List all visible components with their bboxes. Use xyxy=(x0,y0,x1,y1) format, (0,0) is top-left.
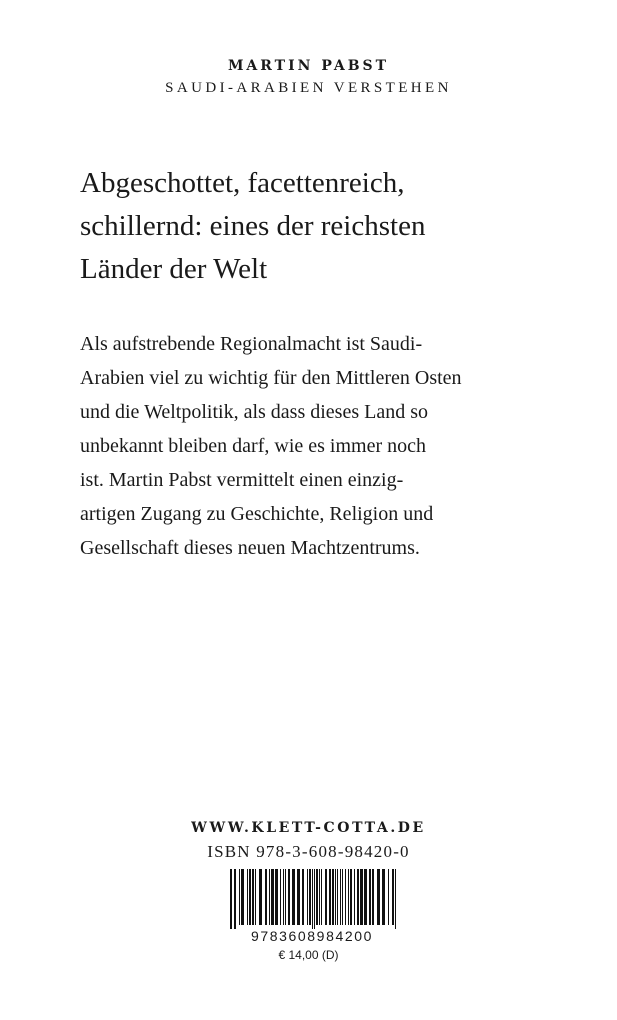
barcode-bar xyxy=(288,869,290,925)
barcode-bar xyxy=(312,869,313,929)
blurb-text xyxy=(80,327,600,565)
barcode-bar xyxy=(337,869,338,925)
barcode-bar xyxy=(241,869,244,925)
barcode-bar xyxy=(350,869,352,925)
headline-line: Länder der Welt xyxy=(80,253,268,285)
barcode-bar xyxy=(354,869,355,925)
barcode-bar xyxy=(239,869,240,925)
barcode-bar xyxy=(297,869,300,925)
barcode-bar xyxy=(283,869,284,925)
barcode-bar xyxy=(314,869,315,929)
blurb-line: unbekannt bleiben darf, wie es immer noch xyxy=(80,435,426,457)
blurb-line: Arabien viel zu wichtig für den Mittleren Osten xyxy=(80,367,462,389)
headline-line: schillernd: eines der reichsten xyxy=(80,210,426,242)
barcode-bar xyxy=(269,869,270,925)
barcode-bar xyxy=(364,869,367,925)
barcode-bar xyxy=(234,869,236,929)
barcode-bar xyxy=(275,869,278,925)
barcode-bar xyxy=(249,869,251,925)
barcode-bar xyxy=(335,869,336,925)
barcode-digits: 9783608984200 xyxy=(250,928,374,943)
barcode-bar xyxy=(345,869,346,925)
blurb-line: artigen Zugang zu Geschichte, Religion und xyxy=(80,503,434,525)
publisher-website: WWW.KLETT-COTTA.DE xyxy=(191,820,426,836)
barcode-bar xyxy=(307,869,308,925)
barcode-bar xyxy=(255,869,256,925)
barcode xyxy=(212,867,412,943)
barcode-bar xyxy=(332,869,334,925)
barcode-bar xyxy=(340,869,341,925)
barcode-bar xyxy=(285,869,286,925)
barcode-bar xyxy=(372,869,374,925)
barcode-bar xyxy=(316,869,318,925)
barcode-bar xyxy=(309,869,311,925)
barcode-bars xyxy=(230,869,396,929)
blurb-line: und die Weltpolitik, als dass dieses Land so xyxy=(80,401,428,423)
barcode-bar xyxy=(271,869,274,925)
barcode-bar xyxy=(247,869,248,925)
barcode-bar xyxy=(302,869,304,925)
blurb-line: ist. Martin Pabst vermittelt einen einzig- xyxy=(80,469,404,491)
barcode-bar xyxy=(357,869,359,925)
barcode-bar xyxy=(265,869,267,925)
barcode-bar xyxy=(252,869,254,925)
barcode-bar xyxy=(321,869,322,925)
barcode-bar xyxy=(388,869,389,925)
barcode-bar xyxy=(292,869,295,925)
headline-line: Abgeschottet, facettenreich, xyxy=(80,167,405,199)
barcode-bar xyxy=(259,869,262,925)
headline xyxy=(80,162,580,291)
barcode-bar xyxy=(230,869,232,929)
barcode-bar xyxy=(280,869,281,925)
barcode-bar xyxy=(319,869,320,925)
barcode-bar xyxy=(369,869,371,925)
barcode-bar xyxy=(360,869,363,925)
barcode-bar xyxy=(342,869,343,925)
blurb-line: Als aufstrebende Regionalmacht ist Saudi- xyxy=(80,333,423,355)
barcode-bar xyxy=(329,869,331,925)
barcode-bar xyxy=(325,869,327,925)
barcode-bar xyxy=(377,869,380,925)
book-title: SAUDI-ARABIEN VERSTEHEN xyxy=(165,80,452,96)
barcode-bar xyxy=(395,869,396,929)
price-label: € 14,00 (D) xyxy=(278,948,339,962)
isbn-number: ISBN 978-3-608-98420-0 xyxy=(207,842,410,861)
barcode-bar xyxy=(392,869,394,925)
barcode-bar xyxy=(348,869,349,925)
blurb-line: Gesellschaft dieses neuen Machtzentrums. xyxy=(80,537,420,559)
author-name: MARTIN PABST xyxy=(227,58,390,74)
barcode-bar xyxy=(382,869,385,925)
barcode-graphic xyxy=(212,867,412,943)
